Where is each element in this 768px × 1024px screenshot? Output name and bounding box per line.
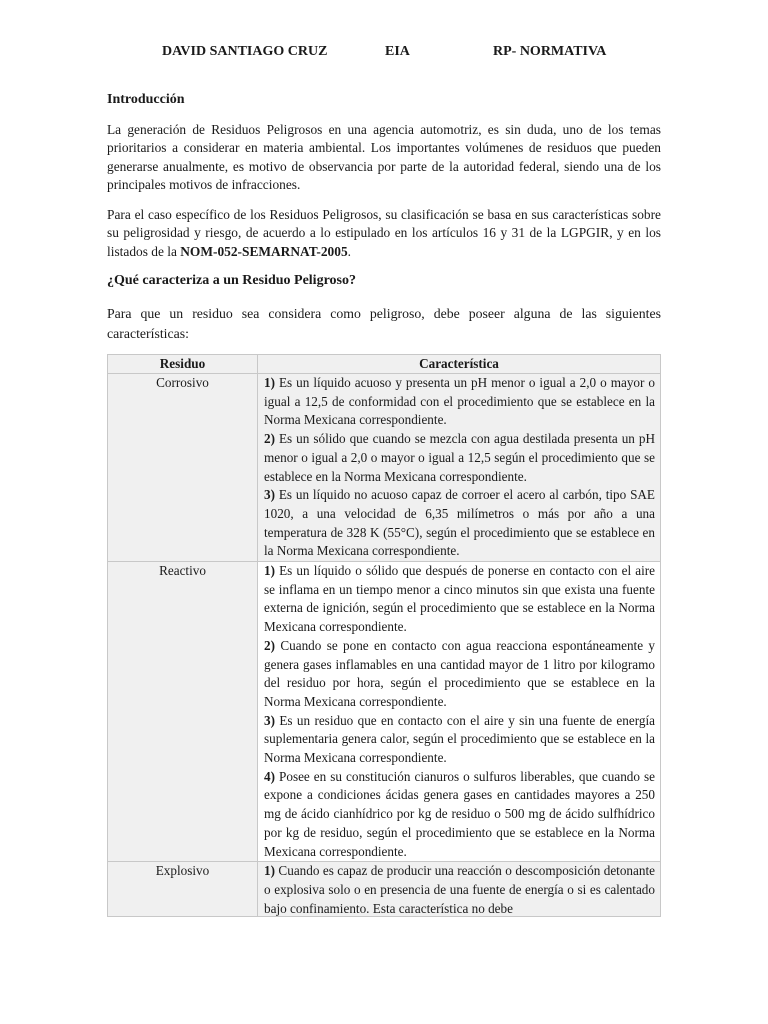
item-number: 2) [264, 637, 275, 653]
item-number: 3) [264, 712, 275, 728]
intro-paragraph-2 [107, 206, 661, 261]
item-number: 4) [264, 768, 275, 784]
intro-paragraph-1: La generación de Residuos Peligrosos en una agencia automotriz, es sin duda, uno de los temas prioritarios a considerar en materia ambiental. Los importantes volúmenes de residuos que pueden generarse anualmente, es motivo de observancia por parte de la autoridad federal, siendo una de los principales motivos de infracciones. [107, 122, 661, 192]
subject-code: EIA [385, 44, 410, 59]
list-item [264, 374, 655, 430]
cell-clip [264, 862, 655, 916]
table-row [108, 862, 661, 917]
document-code: RP- NORMATIVA [493, 44, 607, 59]
item-number: 3) [264, 487, 275, 503]
list-item [264, 862, 655, 916]
norm-reference: NOM-052-SEMARNAT-2005 [180, 243, 348, 259]
item-number: 1) [264, 375, 275, 390]
caracteristica-cell [258, 374, 661, 562]
list-item [264, 486, 655, 561]
item-text: Es un sólido que cuando se mezcla con agua destilada presenta un pH menor o igual a 2,0 o mayor o igual a 12,5 según el procedimiento que se establece en la Norma Mexicana correspondiente. [264, 431, 655, 484]
list-item [264, 768, 655, 862]
section-paragraph: Para que un residuo sea considera como peligroso, debe poseer alguna de las siguientes características: [107, 306, 661, 341]
caracteristica-cell [258, 862, 661, 917]
caracteristica-cell [258, 562, 661, 862]
item-number: 1) [264, 563, 275, 579]
table-row [108, 562, 661, 862]
table-row [108, 374, 661, 562]
list-item [264, 430, 655, 486]
intro-paragraph-2-text: Para el caso específico de los Residuos Peligrosos, su clasificación se basa en sus características sobre su peligrosidad y riesgo, de acuerdo a lo estipulado en los artículos 16 y 31 de la LGPGIR, y en los listados de la [107, 207, 661, 259]
column-header-residuo: Residuo [108, 355, 258, 374]
column-header-caracteristica: Característica [258, 355, 661, 374]
residuo-cell: Explosivo [108, 862, 258, 917]
item-number: 1) [264, 863, 275, 879]
author-name: DAVID SANTIAGO CRUZ [162, 44, 328, 59]
item-text: Es un líquido no acuoso capaz de corroer el acero al carbón, tipo SAE 1020, a una velocidad de 6,35 milímetros o más por año a una temperatura de 328 K (55°C), según el procedimiento que se establece en la Norma Mexicana correspondiente. [264, 487, 655, 559]
item-text: Es un líquido acuoso y presenta un pH menor o igual a 2,0 o mayor o igual a 12,5 de conformidad con el procedimiento que se establece en la Norma Mexicana correspondiente. [264, 375, 655, 428]
item-text: Cuando se pone en contacto con agua reacciona espontáneamente y genera gases inflamables en una cantidad mayor de 1 litro por kilogramo del residuo por hora, según el procedimiento que se establece en la Norma Mexicana correspondiente. [264, 637, 655, 709]
list-item [264, 562, 655, 637]
item-text: Posee en su constitución cianuros o sulfuros liberables, que cuando se expone a condiciones ácidas genera gases en cantidades mayores a 250 mg de ácido cianhídrico por kg de residuo o 500 mg de ácido sulfhídrico por kg de residuo, según el procedimiento que se establece en la Norma Mexicana correspondiente. [264, 768, 655, 859]
item-text: Es un líquido o sólido que después de ponerse en contacto con el aire se inflama en un tiempo menor a cinco minutos sin que exista una fuente externa de ignición, según el procedimiento que se establece en la Norma Mexicana correspondiente. [264, 563, 655, 635]
document-header [107, 44, 661, 64]
item-text: Es un residuo que en contacto con el aire y sin una fuente de energía suplementaria genera calor, según el procedimiento que se establece en la Norma Mexicana correspondiente. [264, 712, 655, 766]
residuo-cell: Corrosivo [108, 374, 258, 562]
list-item [264, 637, 655, 712]
intro-paragraph-2-end: . [347, 243, 351, 259]
section-heading: ¿Qué caracteriza a un Residuo Peligroso? [107, 273, 356, 288]
item-number: 2) [264, 431, 275, 447]
item-text: Cuando es capaz de producir una reacción o descomposición detonante o explosiva solo o en presencia de una fuente de energía o si es calentado bajo confinamiento. Esta característica no debe [264, 863, 655, 916]
residuo-cell: Reactivo [108, 562, 258, 862]
table-header-row [108, 355, 661, 374]
intro-heading: Introducción [107, 92, 185, 107]
characteristics-table [107, 354, 661, 917]
list-item [264, 712, 655, 768]
